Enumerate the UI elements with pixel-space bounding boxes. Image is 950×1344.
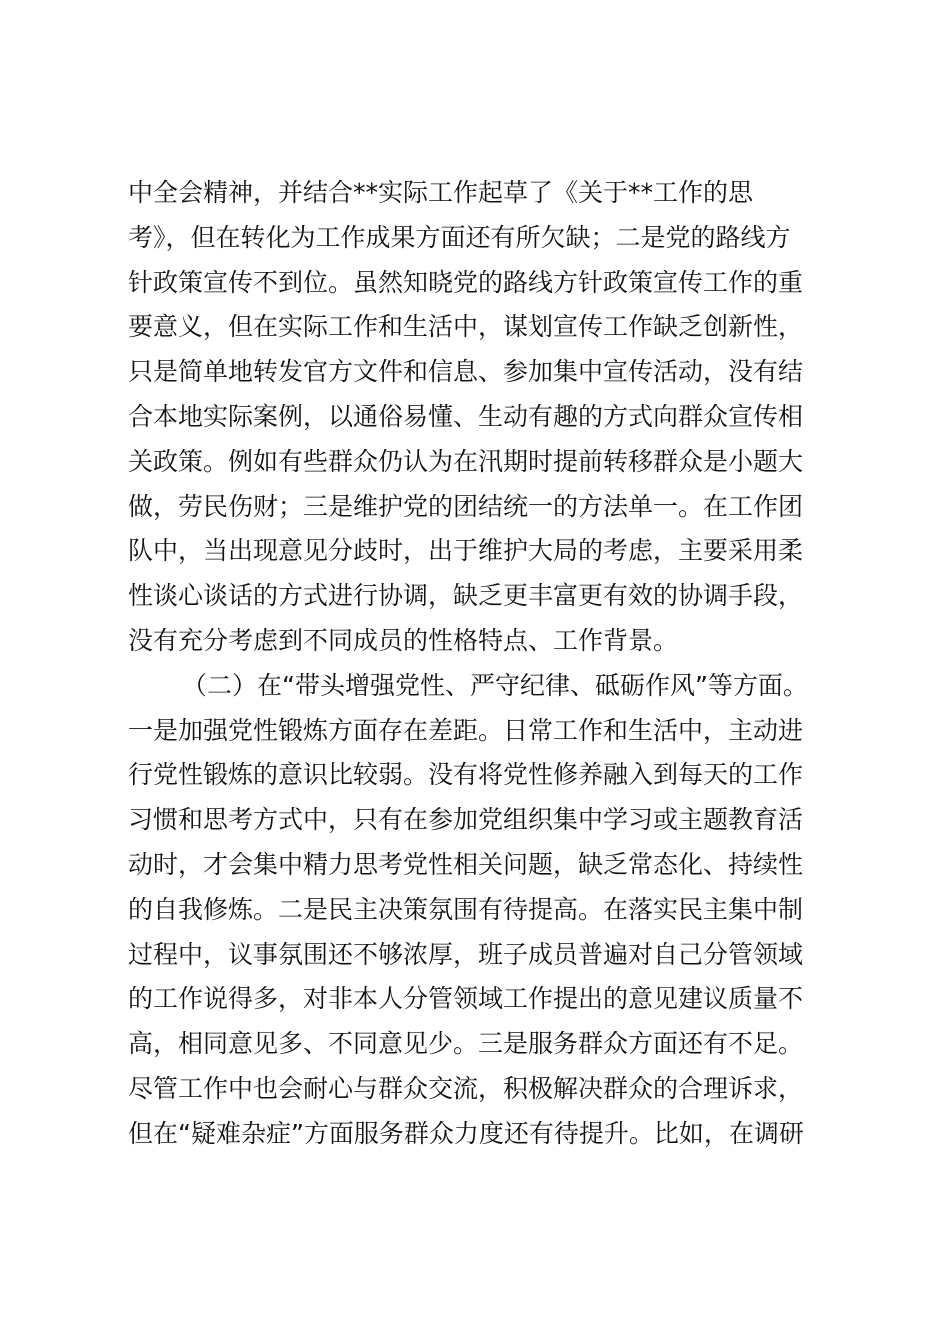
- text-line: 习惯和思考方式中，只有在参加党组织集中学习或主题教育活: [128, 805, 804, 835]
- text-line: 合本地实际案例，以通俗易懂、生动有趣的方式向群众宣传相: [128, 401, 804, 431]
- text-line: 过程中，议事氛围还不够浓厚，班子成员普遍对自己分管领域: [128, 939, 804, 969]
- text-line: 关政策。例如有些群众仍认为在汛期时提前转移群众是小题大: [128, 446, 804, 476]
- text-line: 的工作说得多，对非本人分管领域工作提出的意见建议质量不: [128, 984, 804, 1014]
- text-line: 动时，才会集中精力思考党性相关问题，缺乏常态化、持续性: [128, 849, 804, 879]
- text-line: 队中，当出现意见分歧时，出于维护大局的考虑，主要采用柔: [128, 536, 804, 566]
- text-line: 高，相同意见多、不同意见少。三是服务群众方面还有不足。: [128, 1029, 804, 1059]
- text-line: 尽管工作中也会耐心与群众交流，积极解决群众的合理诉求，: [128, 1073, 804, 1103]
- text-line: 行党性锻炼的意识比较弱。没有将党性修养融入到每天的工作: [128, 760, 804, 790]
- body-text: [128, 171, 828, 1157]
- text-line: 没有充分考虑到不同成员的性格特点、工作背景。: [128, 625, 679, 655]
- section-heading: （二）在“带头增强党性、严守纪律、砥砺作风”等方面。: [182, 670, 808, 700]
- text-line: 但在“疑难杂症”方面服务群众力度还有待提升。比如，在调研: [128, 1118, 804, 1148]
- text-line: 中全会精神，并结合**实际工作起草了《关于**工作的思: [128, 178, 754, 207]
- text-line: 的自我修炼。二是民主决策氛围有待提高。在落实民主集中制: [128, 894, 804, 924]
- text-line: 只是简单地转发官方文件和信息、参加集中宣传活动，没有结: [128, 357, 804, 387]
- text-line: 做，劳民伤财；三是维护党的团结统一的方法单一。在工作团: [128, 491, 804, 521]
- text-line: 一是加强党性锻炼方面存在差距。日常工作和生活中，主动进: [128, 715, 804, 745]
- text-line: 性谈心谈话的方式进行协调，缺乏更丰富更有效的协调手段，: [128, 581, 804, 611]
- text-line: 要意义，但在实际工作和生活中，谋划宣传工作缺乏创新性，: [128, 312, 804, 342]
- text-line: 针政策宣传不到位。虽然知晓党的路线方针政策宣传工作的重: [128, 267, 804, 297]
- text-line: 考》，但在转化为工作成果方面还有所欠缺；二是党的路线方: [128, 222, 791, 252]
